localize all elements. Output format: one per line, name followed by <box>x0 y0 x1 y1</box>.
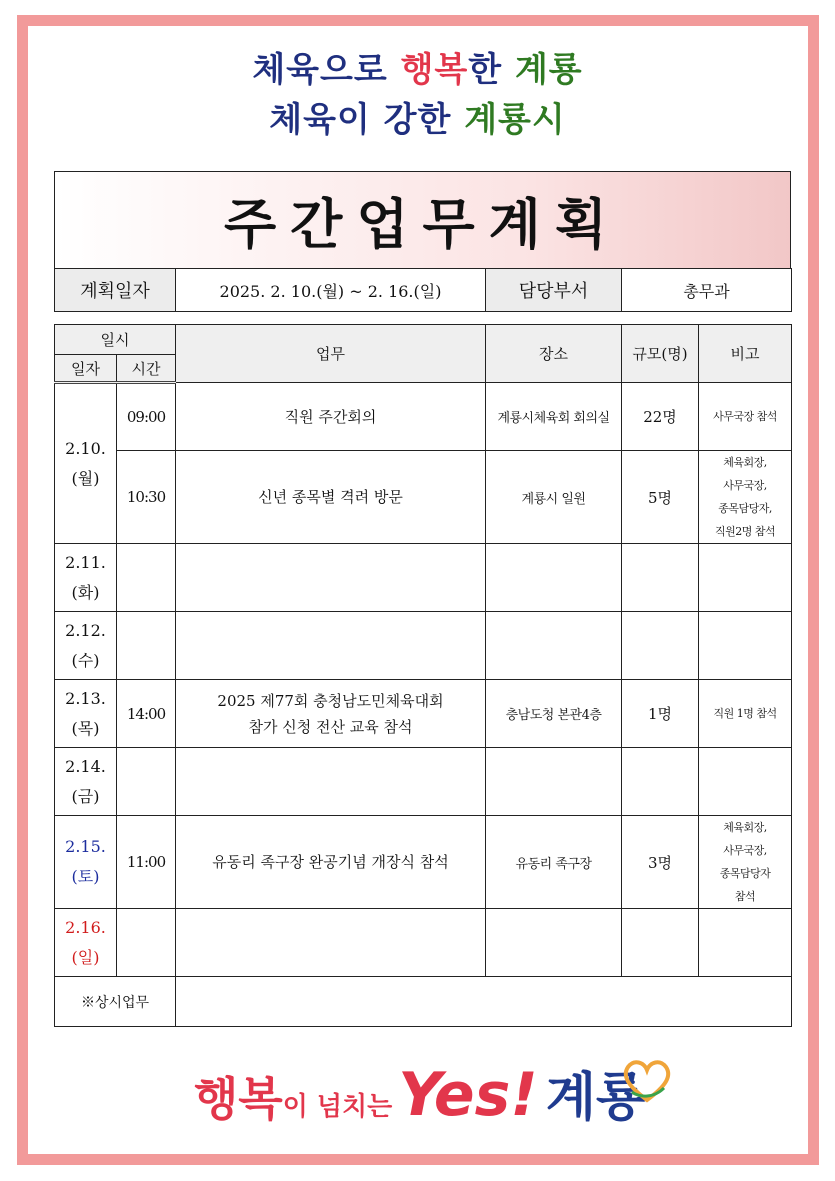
note-cell-line: 사무국장 참석 <box>713 410 777 423</box>
scale-cell <box>622 909 699 977</box>
place-cell: 계룡시 일원 <box>486 451 622 544</box>
note-cell-line: 직원 1명 참석 <box>713 707 777 720</box>
place-cell <box>486 612 622 680</box>
note-cell-line: 체육회장, <box>723 821 767 834</box>
note-cell <box>699 816 792 909</box>
plan-date-label: 계획일자 <box>55 269 176 312</box>
slogan-word: 으로 <box>320 50 401 90</box>
slogan-word: 행복 <box>400 50 469 90</box>
header-scale: 규모(명) <box>622 325 699 383</box>
time-cell: 10:30 <box>117 451 176 544</box>
day-date: 2.13. <box>65 688 106 708</box>
plan-date-value: 2025. 2. 10.(월) ~ 2. 16.(일) <box>176 269 486 312</box>
note-cell-line: 직원2명 참석 <box>714 525 776 538</box>
day-weekday: (화) <box>71 582 100 602</box>
table-row <box>55 816 792 909</box>
place-cell <box>486 909 622 977</box>
day-date: 2.15. <box>65 837 106 856</box>
note-cell <box>699 544 792 612</box>
header-task: 업무 <box>176 325 486 383</box>
task-cell <box>176 544 486 612</box>
place-cell <box>486 544 622 612</box>
task-cell <box>176 816 486 909</box>
table-row <box>55 383 792 451</box>
regular-tasks-value <box>176 977 792 1027</box>
footer-logo-part: Yes! <box>398 1060 538 1130</box>
day-weekday: (수) <box>71 650 100 670</box>
note-cell-line: 종목담당자 <box>719 867 771 880</box>
note-cell-line: 종목담당자, <box>718 502 772 515</box>
day-weekday: (토) <box>71 867 100 886</box>
place-cell: 충남도청 본관4층 <box>486 680 622 748</box>
table-row <box>55 544 792 612</box>
document-title: 주간업무계획 <box>224 192 621 256</box>
day-weekday: (일) <box>71 947 100 967</box>
task-cell-line: 2025 제77회 충청남도민체육대회 <box>217 691 444 710</box>
plan-info-table <box>54 268 792 312</box>
task-cell <box>176 612 486 680</box>
weekly-plan-table <box>54 324 792 1027</box>
note-cell <box>699 748 792 816</box>
table-row <box>55 748 792 816</box>
slogan-word: 이 강한 <box>336 100 465 140</box>
task-cell-line: 유동리 족구장 완공기념 개장식 참석 <box>212 853 449 871</box>
task-cell-line: 신년 종목별 격려 방문 <box>258 488 403 506</box>
place-cell: 계룡시체육회 회의실 <box>486 383 622 451</box>
day-date-cell <box>55 680 117 748</box>
footer-logo-part: 이 넘치는 <box>282 1092 393 1122</box>
note-cell <box>699 612 792 680</box>
scale-cell <box>622 544 699 612</box>
day-date-cell <box>55 612 117 680</box>
slogan-line-1 <box>0 42 835 91</box>
header-note: 비고 <box>699 325 792 383</box>
task-cell <box>176 383 486 451</box>
scale-cell <box>622 748 699 816</box>
footer-logo <box>160 1055 680 1145</box>
task-cell <box>176 451 486 544</box>
slogan-word: 계룡 <box>514 50 583 90</box>
note-cell <box>699 680 792 748</box>
task-cell <box>176 680 486 748</box>
scale-cell: 5명 <box>622 451 699 544</box>
task-cell-line: 직원 주간회의 <box>284 407 377 426</box>
header-time: 시간 <box>117 355 176 383</box>
footer-logo-part: 계룡 <box>545 1068 647 1128</box>
header-place: 장소 <box>486 325 622 383</box>
table-row <box>55 909 792 977</box>
day-date: 2.14. <box>65 756 106 776</box>
day-date: 2.11. <box>65 552 106 572</box>
table-row <box>55 612 792 680</box>
day-date: 2.12. <box>65 620 106 640</box>
day-date: 2.10. <box>65 438 106 458</box>
time-cell <box>117 544 176 612</box>
table-row <box>55 680 792 748</box>
task-cell <box>176 909 486 977</box>
footer-logo-part: 행복 <box>193 1072 283 1126</box>
time-cell: 09:00 <box>117 383 176 451</box>
day-date-cell <box>55 544 117 612</box>
document-title-box <box>54 171 791 269</box>
slogan-line-2 <box>0 92 835 141</box>
place-cell: 유동리 족구장 <box>486 816 622 909</box>
heart-icon <box>620 1058 674 1104</box>
task-cell-line: 참가 신청 전산 교육 참석 <box>248 717 413 736</box>
header-date: 일자 <box>55 355 117 383</box>
day-date-cell <box>55 909 117 977</box>
note-cell-line: 사무국장, <box>723 479 767 492</box>
task-cell <box>176 748 486 816</box>
day-date-cell <box>55 748 117 816</box>
regular-tasks-label: ※상시업무 <box>55 977 176 1027</box>
slogan-word: 체육 <box>269 100 337 140</box>
day-weekday: (월) <box>71 468 100 488</box>
scale-cell: 1명 <box>622 680 699 748</box>
slogan-word: 한 <box>468 50 515 90</box>
note-cell <box>699 451 792 544</box>
place-cell <box>486 748 622 816</box>
slogan-word: 체육 <box>252 50 321 90</box>
day-weekday: (목) <box>71 718 100 738</box>
scale-cell: 3명 <box>622 816 699 909</box>
day-date-cell <box>55 816 117 909</box>
day-weekday: (금) <box>71 786 100 806</box>
note-cell <box>699 383 792 451</box>
note-cell <box>699 909 792 977</box>
time-cell: 14:00 <box>117 680 176 748</box>
day-date-cell <box>55 383 117 544</box>
slogan-word: 계룡시 <box>464 100 566 140</box>
time-cell <box>117 909 176 977</box>
scale-cell <box>622 612 699 680</box>
time-cell: 11:00 <box>117 816 176 909</box>
note-cell-line: 체육회장, <box>723 456 767 469</box>
scale-cell: 22명 <box>622 383 699 451</box>
table-row <box>55 451 792 544</box>
time-cell <box>117 748 176 816</box>
dept-label: 담당부서 <box>486 269 622 312</box>
note-cell-line: 참석 <box>734 890 756 903</box>
time-cell <box>117 612 176 680</box>
note-cell-line: 사무국장, <box>723 844 767 857</box>
dept-value: 총무과 <box>622 269 792 312</box>
header-datetime: 일시 <box>55 325 176 355</box>
day-date: 2.16. <box>65 917 106 937</box>
